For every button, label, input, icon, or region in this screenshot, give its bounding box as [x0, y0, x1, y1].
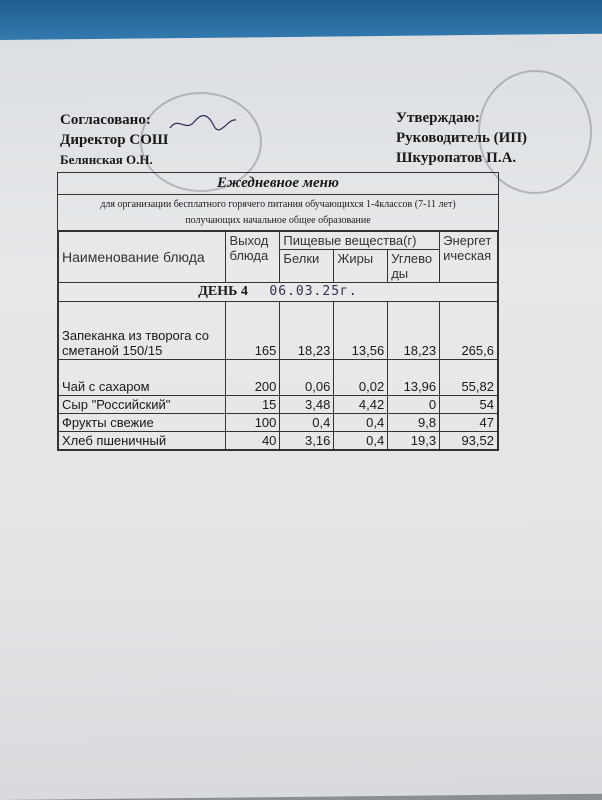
head-title: Руководитель (ИП) [396, 130, 527, 146]
handwritten-date: 06.03.25г. [269, 284, 358, 299]
dish-name: Фрукты свежие [59, 414, 226, 432]
menu-subtitle-2: получающих начальное общее образование [58, 213, 498, 231]
dish-carbs: 9,8 [388, 414, 440, 432]
dish-yield: 40 [226, 432, 280, 450]
col-nutrients-header: Пищевые вещества(г) [280, 232, 440, 250]
dish-name: Чай с сахаром [59, 360, 226, 396]
dish-protein: 3,48 [280, 396, 334, 414]
dish-fat: 0,4 [334, 432, 388, 450]
dish-protein: 0,06 [280, 360, 334, 396]
dish-carbs: 13,96 [388, 360, 440, 396]
dish-fat: 4,42 [334, 396, 388, 414]
dish-energy: 47 [440, 414, 498, 432]
dish-fat: 0,02 [334, 360, 388, 396]
table-row [59, 396, 498, 414]
table-header-row [59, 232, 498, 250]
dish-energy: 265,6 [440, 302, 498, 360]
menu-box [57, 172, 499, 451]
day-label: ДЕНЬ 4 [198, 284, 248, 299]
dish-energy: 93,52 [440, 432, 498, 450]
col-energy-header: Энергетическая [440, 232, 498, 283]
dish-energy: 54 [440, 396, 498, 414]
table-row [59, 414, 498, 432]
dish-yield: 15 [226, 396, 280, 414]
head-name: Шкуропатов П.А. [396, 150, 517, 166]
dish-protein: 3,16 [280, 432, 334, 450]
table-row [59, 432, 498, 450]
menu-table [58, 231, 498, 450]
col-protein-header: Белки [280, 250, 334, 283]
dish-energy: 55,82 [440, 360, 498, 396]
table-row [59, 302, 498, 360]
col-fat-header: Жиры [334, 250, 388, 283]
dish-protein: 0,4 [280, 414, 334, 432]
confirm-label: Утверждаю: [396, 110, 480, 126]
dish-protein: 18,23 [280, 302, 334, 360]
dish-name: Запеканка из творога со сметаной 150/15 [59, 302, 226, 360]
day-row [59, 283, 498, 302]
dish-fat: 0,4 [334, 414, 388, 432]
signature [168, 112, 238, 134]
dish-fat: 13,56 [334, 302, 388, 360]
table-row [59, 360, 498, 396]
col-name-header: Наименование блюда [59, 232, 226, 283]
dish-name: Хлеб пшеничный [59, 432, 226, 450]
dish-carbs: 0 [388, 396, 440, 414]
director-name: Белянская О.Н. [60, 152, 153, 167]
approval-block [60, 110, 168, 170]
director-title: Директор СОШ [60, 132, 169, 148]
menu-subtitle-1: для организации бесплатного горячего питания обучающихся 1-4классов (7-11 лет) [100, 199, 456, 210]
dish-name: Сыр "Российский" [59, 396, 226, 414]
menu-title: Ежедневное меню [58, 173, 498, 195]
dish-yield: 100 [226, 414, 280, 432]
dish-yield: 165 [226, 302, 280, 360]
col-yield-header: Выход блюда [226, 232, 280, 283]
approved-label: Согласовано: [60, 112, 151, 128]
col-carbs-header: Углеводы [388, 250, 440, 283]
dish-carbs: 18,23 [388, 302, 440, 360]
dish-carbs: 19,3 [388, 432, 440, 450]
confirmation-block [396, 108, 527, 168]
dish-yield: 200 [226, 360, 280, 396]
